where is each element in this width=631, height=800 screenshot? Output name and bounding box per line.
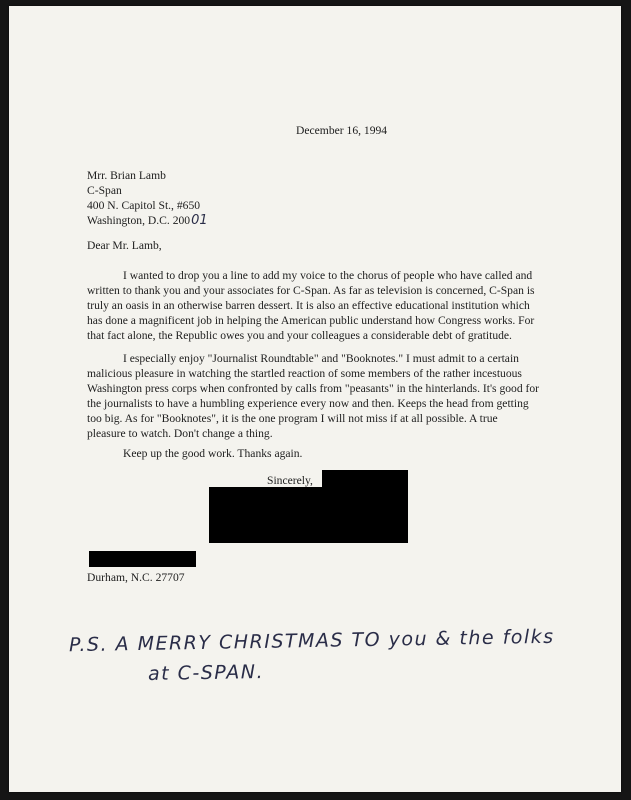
paragraph-1-line: that fact alone, the Republic owes you and your colleagues a considerable debt of gratitude. bbox=[87, 329, 512, 342]
recipient-name: Mrr. Brian Lamb bbox=[87, 169, 166, 182]
paragraph-2-line: I especially enjoy "Journalist Roundtable" and "Booknotes." I must admit to a certain bbox=[123, 352, 519, 365]
paragraph-2-line: Washington press corps when confronted by calls from "peasants" in the hinterlands. It's good for bbox=[87, 382, 540, 395]
letter-page bbox=[9, 6, 621, 792]
redaction-bar bbox=[322, 470, 408, 488]
paragraph-1-line: written to thank you and your associates for C-Span. As far as television is concerned, C-Span is bbox=[87, 284, 535, 297]
sender-city: Durham, N.C. 27707 bbox=[87, 571, 185, 584]
recipient-city-text: Washington, D.C. 200 bbox=[87, 214, 191, 227]
recipient-city bbox=[87, 213, 208, 228]
paragraph-2-line: too big. As for "Booknotes", it is the one program I will not miss if at all possible. A true bbox=[87, 412, 498, 425]
paragraph-2-line: the journalists to have a humbling experience every now and then. Keeps the head from getting bbox=[87, 397, 529, 410]
handwritten-postscript-line-2: at C-SPAN. bbox=[147, 660, 265, 686]
body-paragraph-1 bbox=[87, 268, 535, 343]
body-paragraph-3: Keep up the good work. Thanks again. bbox=[123, 447, 303, 460]
recipient-organization: C-Span bbox=[87, 184, 122, 197]
paragraph-1-line: I wanted to drop you a line to add my voice to the chorus of people who have called and bbox=[123, 269, 533, 282]
handwritten-postscript-line-1: P.S. A MERRY CHRISTMAS TO you & the folks bbox=[68, 625, 555, 657]
salutation: Dear Mr. Lamb, bbox=[87, 239, 162, 252]
paragraph-2-line: malicious pleasure in watching the startled reaction of some members of the rather incestuous bbox=[87, 367, 522, 380]
body-paragraph-2 bbox=[87, 351, 540, 441]
paragraph-1-line: has done a magnificent job in helping the American public understand how Congress works. For bbox=[87, 314, 535, 327]
paragraph-1-line: truly an oasis in an otherwise barren dessert. It is also an effective educational institution which bbox=[87, 299, 530, 312]
paragraph-2-line: pleasure to watch. Don't change a thing. bbox=[87, 427, 273, 440]
closing: Sincerely, bbox=[267, 474, 313, 487]
handwritten-zip-correction: 01 bbox=[191, 213, 208, 228]
recipient-street: 400 N. Capitol St., #650 bbox=[87, 199, 201, 212]
signature-redaction bbox=[209, 487, 408, 543]
address-redaction bbox=[89, 551, 196, 567]
letter-date: December 16, 1994 bbox=[296, 124, 388, 137]
